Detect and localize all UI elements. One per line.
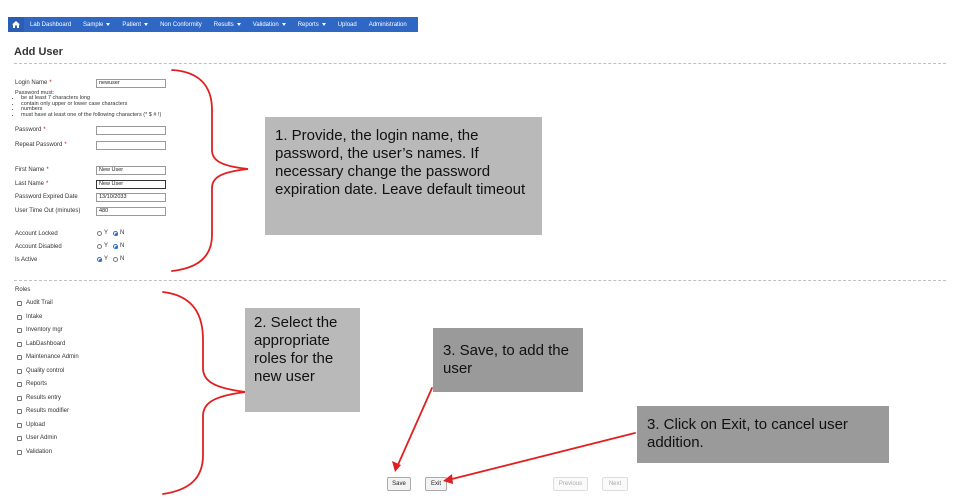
password-rule: • numbers (21, 107, 161, 112)
roles-heading: Roles (15, 287, 31, 293)
first-name-input[interactable]: New User (96, 166, 166, 175)
role-maintenance-admin[interactable]: Maintenance Admin (17, 354, 79, 360)
nav-sample[interactable]: Sample (77, 22, 116, 28)
login-name-input[interactable]: newuser (96, 79, 166, 88)
nav-results[interactable]: Results (208, 22, 247, 28)
is-active-label: Is Active (15, 257, 38, 263)
role-inventory-mgr[interactable]: Inventory mgr (17, 327, 63, 333)
password-rule: • be at least 7 characters long (21, 96, 161, 101)
password-expired-date-input[interactable]: 13/10/2033 (96, 193, 166, 202)
save-button[interactable]: Save (387, 477, 411, 491)
callout-2: 2. Select the appropriate roles for the new user (245, 308, 360, 412)
nav-upload[interactable]: Upload (337, 21, 357, 28)
callout-1: 1. Provide, the login name, the password, the user’s names. If necessary change the password expiration date. Leave default timeout (265, 117, 542, 235)
password-expired-date-label: Password Expired Date (15, 194, 78, 200)
role-reports[interactable]: Reports (17, 381, 47, 387)
role-audit-trail[interactable]: Audit Trail (17, 300, 53, 306)
account-locked-radio-group: Y N (97, 230, 124, 236)
role-user-admin[interactable]: User Admin (17, 435, 57, 441)
repeat-password-label: Repeat Password * (15, 142, 67, 148)
account-disabled-label: Account Disabled (15, 244, 62, 250)
account-locked-label: Account Locked (15, 231, 58, 237)
last-name-label: Last Name * (15, 181, 49, 187)
nav-validation[interactable]: Validation (247, 22, 292, 28)
last-name-input[interactable]: New User (96, 180, 166, 189)
user-timeout-label: User Time Out (minutes) (15, 208, 81, 214)
user-timeout-input[interactable]: 480 (96, 207, 166, 216)
nav-lab-dashboard[interactable]: Lab Dashboard (30, 21, 72, 28)
next-button[interactable]: Next (602, 477, 628, 491)
annotation-arrow-save (397, 388, 432, 467)
annotation-brace (163, 292, 246, 494)
role-upload[interactable]: Upload (17, 422, 45, 428)
role-labdashboard[interactable]: LabDashboard (17, 341, 65, 347)
previous-button[interactable]: Previous (553, 477, 588, 491)
password-rule: • contain only upper or lower case characters (21, 102, 161, 107)
callout-3: 3. Save, to add the user (433, 328, 583, 392)
nav-non-conformity[interactable]: Non Conformity (160, 21, 202, 28)
annotation-brace (172, 70, 248, 271)
role-quality-control[interactable]: Quality control (17, 368, 64, 374)
is-active-radio-group: Y N (97, 256, 124, 262)
role-validation[interactable]: Validation (17, 449, 52, 455)
page-title: Add User (14, 46, 63, 58)
password-label: Password * (15, 127, 46, 133)
role-intake[interactable]: Intake (17, 314, 42, 320)
login-name-label: Login Name * (15, 80, 52, 86)
role-results-modifier[interactable]: Results modifier (17, 408, 69, 414)
nav-patient[interactable]: Patient (116, 22, 154, 28)
exit-button[interactable]: Exit (425, 477, 447, 491)
arrowhead (443, 474, 453, 484)
role-results-entry[interactable]: Results entry (17, 395, 61, 401)
password-rules: Password must: • be at least 7 characters long • contain only upper or lower case characters • numbers • must have at least one of the following characters (* $ # !) (15, 91, 161, 118)
nav-reports[interactable]: Reports (292, 22, 332, 28)
first-name-label: First Name * (15, 167, 49, 173)
password-rule: • must have at least one of the following characters (* $ # !) (21, 113, 161, 118)
annotation-arrow-exit (448, 433, 635, 480)
account-disabled-radio-group: Y N (97, 243, 124, 249)
nav-administration[interactable]: Administration (368, 21, 407, 28)
callout-4: 3. Click on Exit, to cancel user addition. (637, 406, 889, 463)
